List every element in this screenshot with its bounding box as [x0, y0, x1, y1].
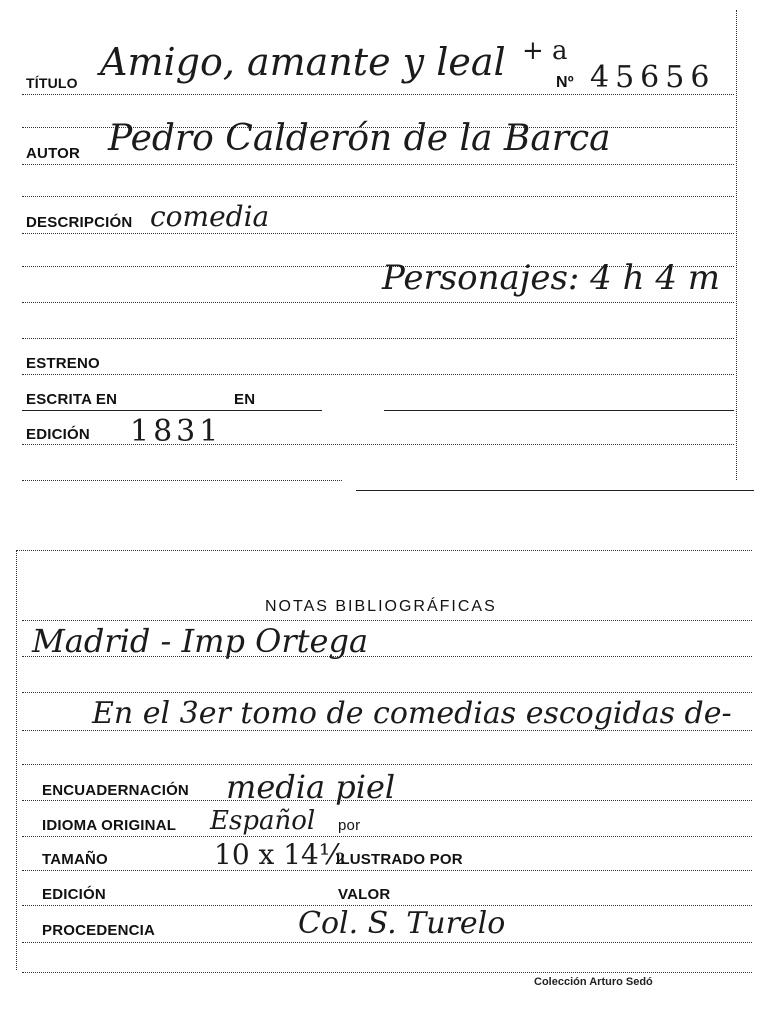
escrita-en-label: ESCRITA EN	[26, 391, 118, 408]
rule-line-right	[356, 490, 754, 491]
edicion-label: EDICIÓN	[26, 426, 90, 443]
encuadernacion-value: media piel	[226, 768, 396, 806]
rule-line	[22, 480, 342, 481]
rule-line	[22, 620, 752, 621]
card-top-edge	[16, 550, 752, 551]
procedencia-label: PROCEDENCIA	[42, 922, 156, 939]
footer-collection: Colección Arturo Sedó	[534, 976, 653, 988]
ilustrado-label: ILUSTRADO POR	[336, 851, 463, 868]
numero-label: Nº	[556, 74, 574, 91]
estreno-label: ESTRENO	[26, 355, 100, 372]
numero-prefix: + a	[522, 36, 568, 66]
edicion-value: 1831	[130, 414, 223, 449]
titulo-label: TÍTULO	[26, 75, 78, 91]
note-line-1: Madrid - Imp Ortega	[32, 622, 369, 660]
edicion-line	[22, 444, 734, 445]
idioma-value: Español	[210, 806, 316, 836]
escrita-en-line	[22, 410, 322, 411]
notas-heading: NOTAS BIBLIOGRÁFICAS	[265, 598, 497, 615]
encuadernacion-line	[22, 800, 752, 801]
edicion-label-bottom: EDICIÓN	[42, 886, 106, 903]
idioma-line	[22, 836, 752, 837]
tamano-value: 10 x 14½	[214, 838, 346, 871]
rule-line	[22, 656, 752, 657]
titulo-line	[22, 94, 734, 95]
card-edge	[736, 10, 737, 480]
autor-line	[22, 164, 734, 165]
rule-line	[22, 730, 752, 731]
encuadernacion-label: ENCUADERNACIÓN	[42, 782, 189, 799]
procedencia-value: Col. S. Turelo	[298, 906, 506, 941]
tamano-line	[22, 870, 752, 871]
rule-line	[22, 692, 752, 693]
rule-line	[22, 302, 734, 303]
descripcion-label: DESCRIPCIÓN	[26, 214, 133, 231]
rule-line	[22, 972, 752, 973]
escrita-en-line-right	[384, 410, 734, 411]
idioma-suffix: por	[338, 817, 361, 834]
procedencia-line	[22, 942, 752, 943]
estreno-line	[22, 374, 734, 375]
titulo-value: Amigo, amante y leal	[100, 40, 506, 84]
descripcion-line	[22, 233, 734, 234]
rule-line	[22, 764, 752, 765]
tamano-label: TAMAÑO	[42, 851, 108, 868]
valor-label: VALOR	[338, 886, 391, 903]
descripcion-value: comedia	[150, 200, 270, 233]
note-line-2: En el 3er tomo de comedias escogidas de-	[92, 696, 732, 731]
autor-label: AUTOR	[26, 145, 81, 162]
autor-value: Pedro Calderón de la Barca	[108, 118, 611, 159]
personajes-value: Personajes: 4 h 4 m	[382, 258, 721, 298]
en-label: EN	[234, 391, 256, 408]
card-left-edge	[16, 550, 17, 970]
numero-value: 45656	[590, 60, 716, 95]
rule-line	[22, 196, 734, 197]
rule-line	[22, 338, 734, 339]
idioma-label: IDIOMA ORIGINAL	[42, 817, 177, 834]
